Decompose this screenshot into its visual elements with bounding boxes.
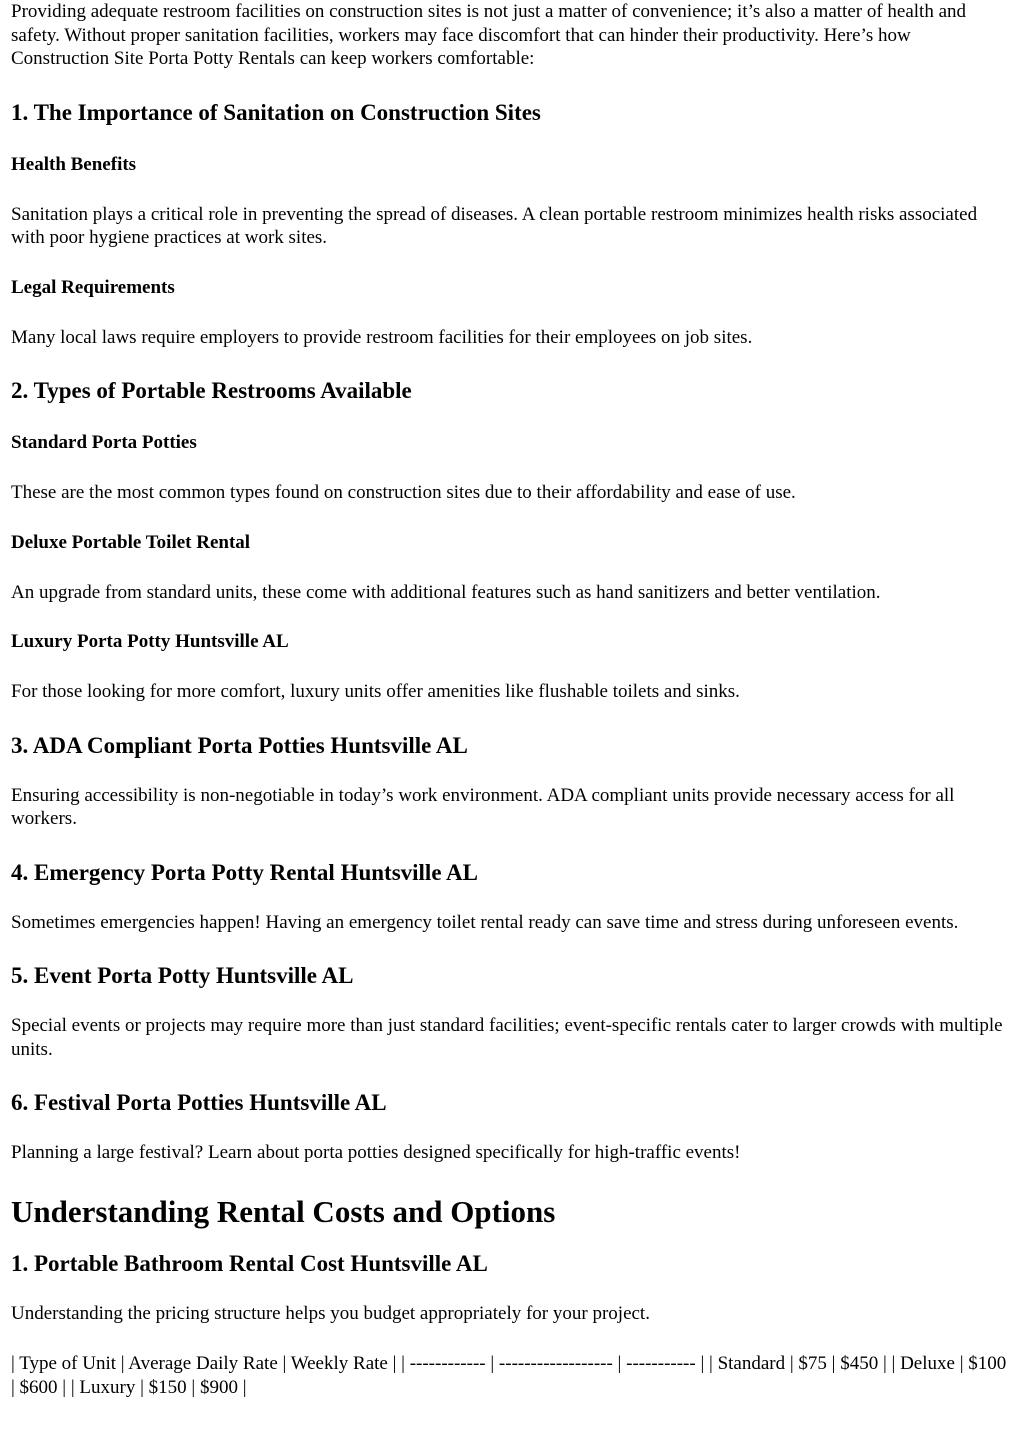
subheading-standard: Standard Porta Potties (11, 432, 197, 453)
section-heading-ada: 3. ADA Compliant Porta Potties Huntsville AL (11, 732, 468, 758)
paragraph-festival: Planning a large festival? Learn about porta potties designed specifically for high-traffic events! (11, 1142, 741, 1163)
heading-rental-costs: Understanding Rental Costs and Options (11, 1193, 556, 1229)
paragraph-deluxe: An upgrade from standard units, these come with additional features such as hand sanitizers and better ventilation. (11, 581, 881, 603)
section-heading-types: 2. Types of Portable Restrooms Available (11, 378, 412, 403)
intro-paragraph: Providing adequate restroom facilities on construction sites is not just a matter of convenience; it’s also a matter of health and safety. Without proper sanitation facilities, workers may face discomfort that can hinder their productivity. Here’s how Construction Site Porta Potty Rentals can keep workers comfortable: (11, 1, 967, 69)
paragraph-ada: Ensuring accessibility is non-negotiable in today’s work environment. ADA compliant units provide necessary access for all workers. (11, 784, 955, 829)
subheading-deluxe: Deluxe Portable Toilet Rental (11, 531, 251, 553)
section-heading-event: 5. Event Porta Potty Huntsville AL (11, 963, 354, 988)
section-heading-festival: 6. Festival Porta Potties Huntsville AL (11, 1090, 387, 1115)
paragraph-legal-requirements: Many local laws require employers to provide restroom facilities for their employees on job sites. (11, 326, 753, 348)
subheading-health-benefits: Health Benefits (11, 153, 137, 175)
paragraph-standard: These are the most common types found on construction sites due to their affordability and ease of use. (11, 482, 796, 503)
paragraph-health-benefits: Sanitation plays a critical role in preventing the spread of diseases. A clean portable restroom minimizes health risks associated with poor hygiene practices at work sites. (11, 203, 978, 248)
subheading-luxury: Luxury Porta Potty Huntsville AL (11, 631, 289, 652)
section-heading-sanitation: 1. The Importance of Sanitation on Construction Sites (11, 99, 541, 125)
paragraph-emergency: Sometimes emergencies happen! Having an emergency toilet rental ready can save time and stress during unforeseen events. (11, 911, 959, 933)
pricing-table-text: | Type of Unit | Average Daily Rate | Weekly Rate | | ------------ | ------------------ | ----------- | | Standard | $75 | $450 | | Deluxe | $100 | $600 | | Luxury | $150 | $900 | (11, 1353, 1007, 1398)
paragraph-event: Special events or projects may require more than just standard facilities; event-specific rentals cater to larger crowds with multiple units. (11, 1015, 1003, 1060)
subheading-legal-requirements: Legal Requirements (11, 276, 175, 298)
section-heading-emergency: 4. Emergency Porta Potty Rental Huntsville AL (11, 859, 478, 885)
paragraph-luxury: For those looking for more comfort, luxury units offer amenities like flushable toilets and sinks. (11, 681, 740, 702)
section-heading-rental-cost: 1. Portable Bathroom Rental Cost Huntsville AL (11, 1250, 488, 1276)
paragraph-pricing: Understanding the pricing structure helps you budget appropriately for your project. (11, 1302, 650, 1324)
